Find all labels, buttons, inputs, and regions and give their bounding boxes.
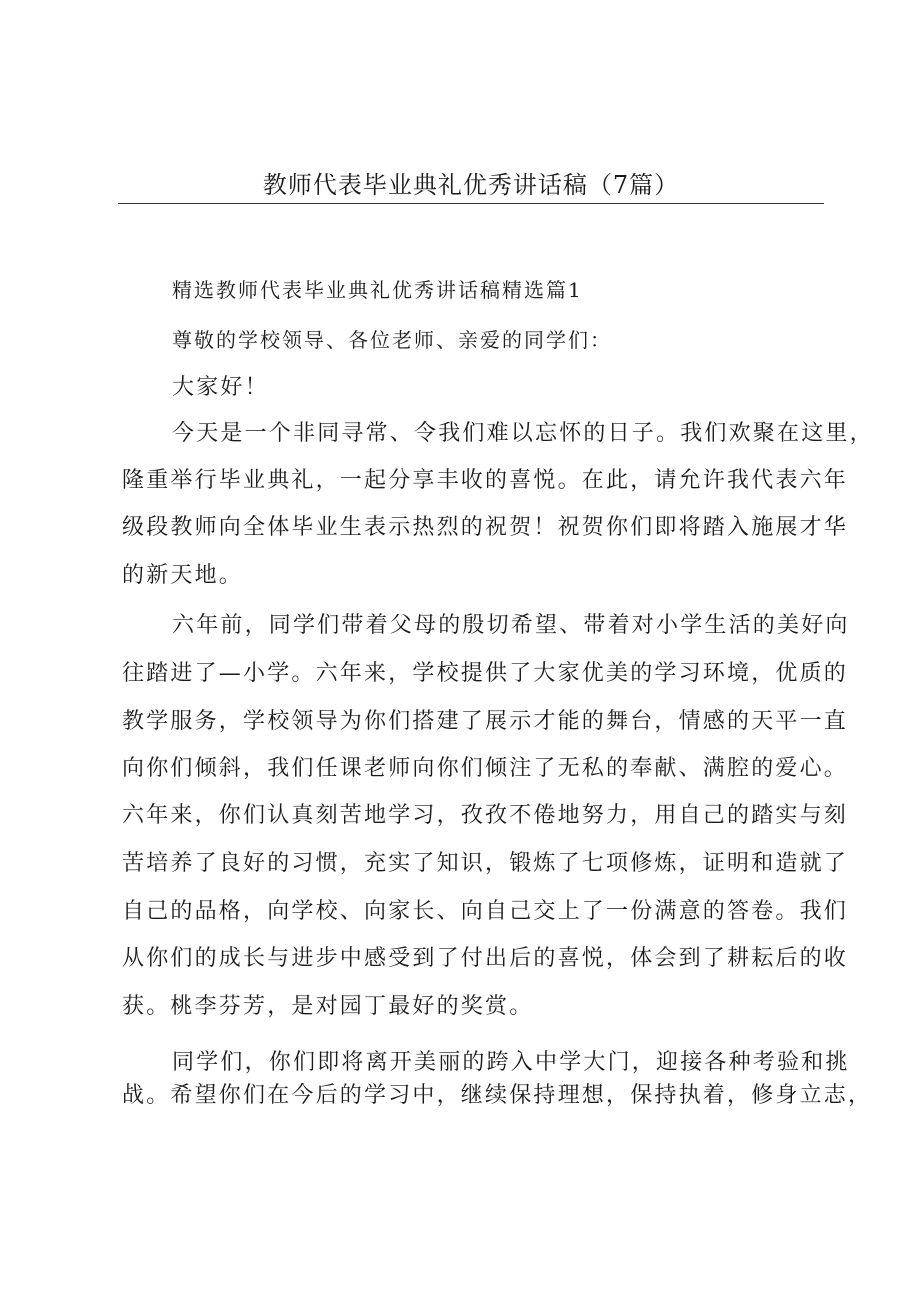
paragraph-line: 六年来，你们认真刻苦地学习，孜孜不倦地努力，用自己的踏实与刻 — [122, 803, 849, 828]
paragraph-line: 苦培养了良好的习惯，充实了知识，锻炼了七项修炼，证明和造就了 — [122, 851, 849, 876]
paragraph-line: 获。桃李芬芳，是对园丁最好的奖赏。 — [122, 994, 534, 1019]
paragraph-line: 战。希望你们在今后的学习中，继续保持理想，保持执着，修身立志， — [122, 1083, 873, 1108]
paragraph-line: 六年前，同学们带着父母的殷切希望、带着对小学生活的美好向 — [172, 613, 850, 638]
paragraph-line: 级段教师向全体毕业生表示热烈的祝贺！祝贺你们即将踏入施展才华 — [122, 515, 849, 540]
paragraph-line: 今天是一个非同寻常、令我们难以忘怀的日子。我们欢聚在这里， — [172, 421, 874, 446]
paragraph-line: 的新天地。 — [122, 563, 244, 588]
salutation: 尊敬的学校领导、各位老师、亲爱的同学们： — [172, 328, 612, 352]
document-title: 教师代表毕业典礼优秀讲话稿（7篇） — [262, 171, 680, 199]
paragraph-line: 隆重举行毕业典礼，一起分享丰收的喜悦。在此，请允许我代表六年 — [122, 468, 849, 493]
title-underline — [118, 203, 824, 204]
section-heading: 精选教师代表毕业典礼优秀讲话稿精选篇1 — [172, 278, 583, 302]
paragraph-line: 同学们，你们即将离开美丽的跨入中学大门，迎接各种考验和挑 — [172, 1050, 850, 1075]
paragraph-line: 教学服务，学校领导为你们搭建了展示才能的舞台，情感的天平一直 — [122, 709, 849, 734]
paragraph-line: 向你们倾斜，我们任课老师向你们倾注了无私的奉献、满腔的爱心。 — [122, 756, 849, 781]
paragraph-line: 往踏进了—小学。六年来，学校提供了大家优美的学习环境，优质的 — [122, 661, 849, 686]
paragraph-line: 自己的品格，向学校、向家长、向自己交上了一份满意的答卷。我们 — [122, 899, 849, 924]
paragraph-line: 从你们的成长与进步中感受到了付出后的喜悦，体会到了耕耘后的收 — [122, 946, 849, 971]
greeting: 大家好！ — [172, 375, 269, 400]
